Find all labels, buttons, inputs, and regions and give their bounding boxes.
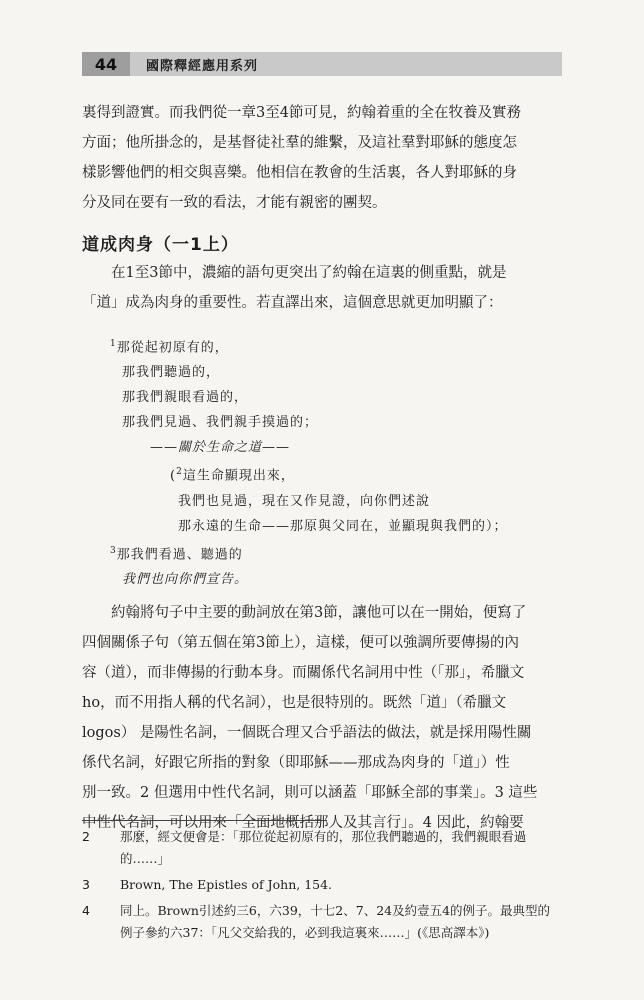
poem-line: 那永遠的生命——那原與父同在，並顯現與我們的）； xyxy=(178,518,508,534)
footnote-text: Brown, The Epistles of John, 154. xyxy=(120,877,333,892)
text-line: ho，而不用指人稱的代名詞），也是很特別的。既然「道」（希臘文 xyxy=(82,695,507,711)
poem-line: 那從起初原有的， xyxy=(116,340,229,356)
footnote-number: 2 xyxy=(82,829,90,844)
footnotes xyxy=(82,826,562,948)
footnote-number: 4 xyxy=(82,903,90,918)
text-line: 係代名詞，好跟它所指的對象（即耶穌——那成為肉身的「道」）性 xyxy=(82,755,510,771)
footnote-text: 同上。Brown引述約三6，六39，十七2、7、24及約壹五4的例子。最典型的例子參約六37：「凡父交給我的，必到我這裏來……」(《思高譯本》) xyxy=(120,903,551,940)
footnote xyxy=(82,900,562,944)
poem-line: 那我們看過、聽過的 xyxy=(116,546,243,562)
text-line: 在1至3節中，濃縮的語句更突出了約翰在這裏的側重點，就是 xyxy=(111,265,507,281)
text-line: 四個關係子句（第五個在第3節上），這樣，便可以強調所要傳揚的內 xyxy=(82,635,519,651)
running-header xyxy=(82,52,562,76)
paren-open: ( xyxy=(170,468,177,484)
paragraph-1 xyxy=(82,98,562,218)
paragraph-3 xyxy=(82,598,562,838)
text-line: logos） 是陽性名詞，一個既合理又合乎語法的做法，就是採用陽性關 xyxy=(82,725,532,741)
paragraph-2 xyxy=(82,258,562,318)
footnote-number: 3 xyxy=(82,877,90,892)
footnote xyxy=(82,826,562,870)
poem-line: 那我們聽過的， xyxy=(122,365,221,381)
text-line: 樣影響他們的相交與喜樂。他相信在教會的生活裏，各人對耶穌的身 xyxy=(82,165,517,181)
scripture-quotation xyxy=(110,332,508,592)
text-line: 方面；他所掛念的，是基督徒社羣的維繫，及這社羣對耶穌的態度怎 xyxy=(82,135,517,151)
text-line: 裏得到證實。而我們從一章3至4節可見，約翰着重的全在牧養及實務 xyxy=(82,105,521,121)
verse-number: 2 xyxy=(176,467,183,478)
text-line: 分及同在要有一致的看法，才能有親密的團契。 xyxy=(82,195,387,211)
text-line: 容（道），而非傳揚的行動本身。而關係代名詞用中性（「那」，希臘文 xyxy=(82,665,525,681)
poem-line: 這生命顯現出來， xyxy=(182,468,295,484)
poem-line: 那我們親眼看過的， xyxy=(122,390,249,406)
text-line: 「道」成為肉身的重要性。若直譯出來，這個意思就更加明顯了： xyxy=(82,295,503,311)
verse-number: 3 xyxy=(110,545,117,556)
section-heading: 道成肉身（一1上） xyxy=(82,235,239,255)
series-title: 國際釋經應用系列 xyxy=(146,58,259,74)
poem-line: ——關於生命之道—— xyxy=(150,440,291,456)
verse-number: 1 xyxy=(110,339,117,349)
text-line: 約翰將句子中主要的動詞放在第3節，讓他可以在一開始，便寫了 xyxy=(111,605,527,621)
text-line: 中性代名詞，可以用來「全面地概括那人及其言行」。4 因此，約翰要 xyxy=(82,815,524,831)
text-line: 別一致。2 但選用中性代名詞，則可以涵蓋「耶穌全部的事業」。3 這些 xyxy=(82,785,538,801)
footnote-divider xyxy=(82,820,327,821)
poem-line: 我們也見過，現在又作見證，向你們述說 xyxy=(178,493,431,509)
poem-line: 那我們見過、我們親手摸過的； xyxy=(122,415,319,431)
footnote xyxy=(82,874,562,896)
poem-line: 我們也向你們宣告。 xyxy=(122,571,249,587)
footnote-text: 那麼，經文便會是：「那位從起初原有的，那位我們聽過的，我們親眼看過的……」 xyxy=(120,829,527,866)
page-number: 44 xyxy=(82,52,130,76)
